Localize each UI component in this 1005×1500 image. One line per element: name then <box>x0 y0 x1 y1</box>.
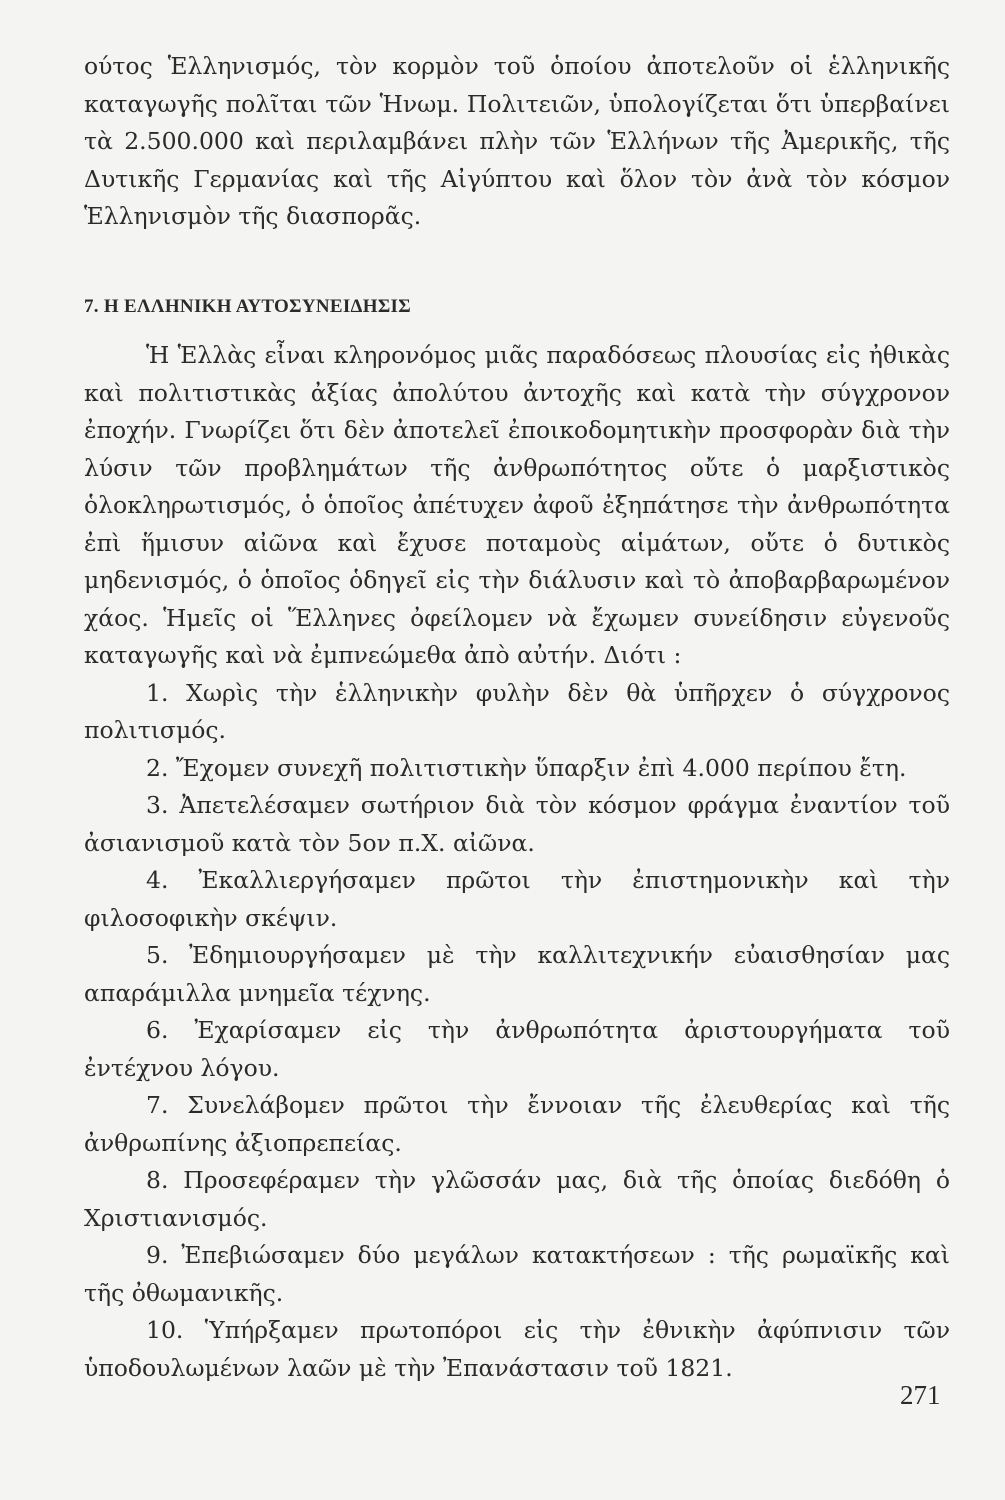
list-item: 7. Συνελάβομεν πρῶτοι τὴν ἔννοιαν τῆς ἐλευθερίας καὶ τῆς ἀνθρωπίνης ἀξιοπρεπείας. <box>84 1091 950 1157</box>
list-item: 2. Ἔχομεν συνεχῆ πολιτιστικὴν ὕπαρξιν ἐπὶ 4.000 περίπου ἔτη. <box>146 753 907 782</box>
intro-paragraph: ούτος Ἑλληνισμός, τὸν κορμὸν τοῦ ὁποίου ἀποτελοῦν οἱ ἑλληνικῆς καταγωγῆς πολῖται τῶν Ἡνωμ. Πολιτειῶν, ὑπολογίζεται ὅτι ὑπερβαίνει τὰ 2.500.000 καὶ περιλαμβάνει πλὴν τῶν Ἑλλήνων τῆς Ἀμερικῆς, τῆς Δυτικῆς Γερμανίας καὶ τῆς Αἰγύπτου καὶ ὅλον τὸν ἀνὰ τὸν κόσμον Ἑλληνισμὸν τῆς διασπορᾶς. <box>84 52 950 230</box>
list-item: 3. Ἀπετελέσαμεν σωτήριον διὰ τὸν κόσμον φράγμα ἐναντίον τοῦ ἀσιανισμοῦ κατὰ τὸν 5ον π.Χ. αἰῶνα. <box>84 791 950 857</box>
main-paragraph: Ἡ Ἑλλὰς εἶναι κληρονόμος μιᾶς παραδόσεως πλουσίας εἰς ἠθικὰς καὶ πολιτιστικὰς ἀξίας ἀπολύτου ἀντοχῆς καὶ κατὰ τὴν σύγχρονον ἐποχήν. Γνωρίζει ὅτι δὲν ἀποτελεῖ ἐποικοδομητικὴν προσφορὰν διὰ τὴν λύσιν τῶν προβλημάτων τῆς ἀνθρωπότητος οὔτε ὁ μαρξιστικὸς ὁλοκληρωτισμός, ὁ ὁποῖος ἀπέτυχεν ἀφοῦ ἐξηπάτησε τὴν ἀνθρωπότητα ἐπὶ ἥμισυν αἰῶνα καὶ ἔχυσε ποταμοὺς αἱμάτων, οὔτε ὁ δυτικὸς μηδενισμός, ὁ ὁποῖος ὁδηγεῖ εἰς τὴν διάλυσιν καὶ τὸ ἀποβαρβαρωμένον χάος. Ἡμεῖς οἱ Ἕλληνες ὀφείλομεν νὰ ἔχωμεν συνείδησιν εὐγενοῦς καταγωγῆς καὶ νὰ ἐμπνεώμεθα ἀπὸ αὐτήν. Διότι : <box>84 341 950 669</box>
list-item: 8. Προσεφέραμεν τὴν γλῶσσάν μας, διὰ τῆς ὁποίας διεδόθη ὁ Χριστιανισμός. <box>84 1166 950 1232</box>
list-item: 9. Ἐπεβιώσαμεν δύο μεγάλων κατακτήσεων : τῆς ρωμαϊκῆς καὶ τῆς ὀθωμανικῆς. <box>84 1241 950 1307</box>
list-item: 5. Ἐδημιουργήσαμεν μὲ τὴν καλλιτεχνικήν εὐαισθησίαν μας απαράμιλλα μνημεῖα τέχνης. <box>84 941 950 1007</box>
list-item: 1. Χωρὶς τὴν ἑλληνικὴν φυλὴν δὲν θὰ ὑπῆρχεν ὁ σύγχρονος πολιτισμός. <box>84 678 950 744</box>
list-item: 4. Ἐκαλλιεργήσαμεν πρῶτοι τὴν ἐπιστημονικὴν καὶ τὴν φιλοσοφικὴν σκέψιν. <box>84 866 950 932</box>
list-item: 6. Ἐχαρίσαμεν εἰς τὴν ἀνθρωπότητα ἀριστουργήματα τοῦ ἐντέχνου λόγου. <box>84 1016 950 1082</box>
section-heading: 7. Η ΕΛΛΗΝΙΚΗ ΑΥΤΟΣΥΝΕΙΔΗΣΙΣ <box>84 296 411 317</box>
section-body <box>84 337 950 1387</box>
page-number: 271 <box>900 1380 941 1410</box>
list-item: 10. Ὑπήρξαμεν πρωτοπόροι εἰς τὴν ἐθνικὴν ἀφύπνισιν τῶν ὑποδουλωμένων λαῶν μὲ τὴν Ἐπανάστασιν τοῦ 1821. <box>84 1316 950 1382</box>
achievements-list <box>84 675 950 1388</box>
